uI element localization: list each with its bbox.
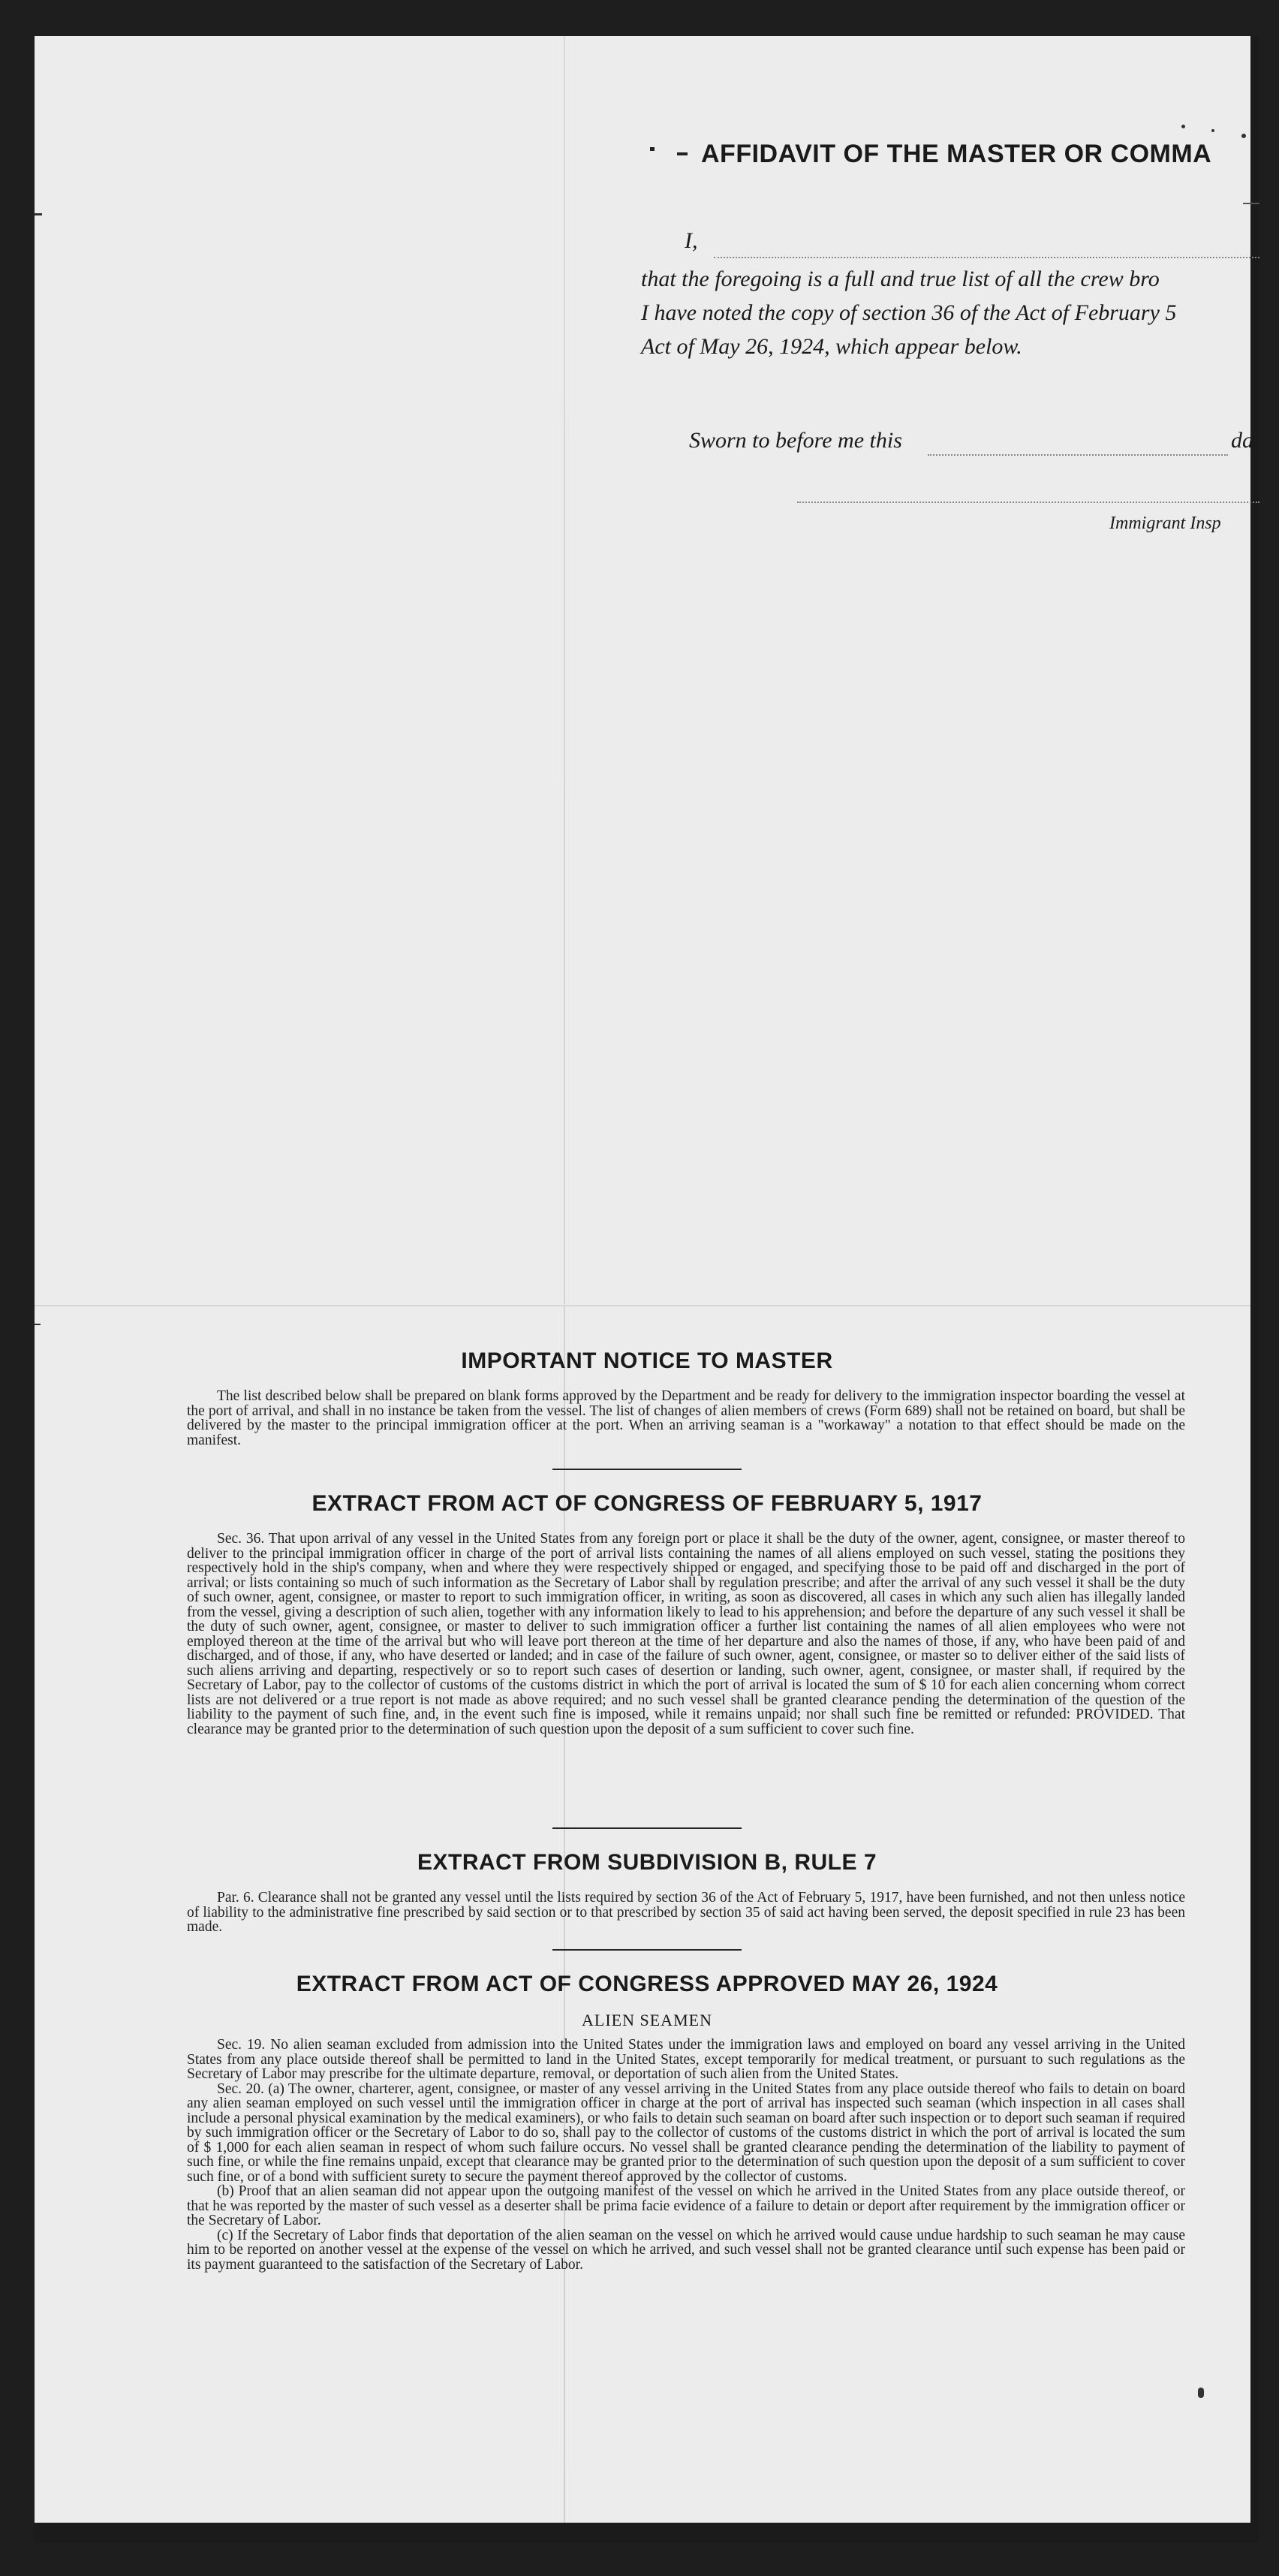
title-rule bbox=[1243, 203, 1259, 204]
affidavit-i: I, bbox=[685, 228, 698, 253]
sworn-text: Sworn to before me this bbox=[689, 428, 902, 453]
scan-mark bbox=[35, 213, 42, 215]
ink-mark bbox=[677, 152, 688, 155]
affidavit-title: AFFIDAVIT OF THE MASTER OR COMMA bbox=[701, 140, 1212, 168]
inspector-label: Immigrant Insp bbox=[1109, 514, 1221, 533]
section-19-paragraph: Sec. 19. No alien seaman excluded from admission into the United States under the immigration laws and employed on board any vessel arriving in the United States from any place outside thereof shall be permitted to land in the United States, except temporarily for medical treatment, or pursuant to such regulations as the Secretary of Labor may prescribe for the ultimate departure, removal, or deportation of such alien from the United States. bbox=[187, 2037, 1185, 2082]
extract-1917-text: Sec. 36. That upon arrival of any vessel in the United States from any foreign port or place it shall be the duty of the owner, agent, consignee, or master thereof to deliver to the principal immigration officer in charge of the port of arrival lists containing the names of all aliens employed on such vessel, stating the positions they respectively hold in the ship's company, when and where they were respectively shipped or engaged, and specifying those to be paid off and discharged in the port of arrival; or lists containing so much of such information as the Secretary of Labor shall by regulation prescribe; and after the arrival of any such vessel it shall be the duty of such owner, agent, consignee, or master to report to such immigration officer, in writing, as soon as discovered, all cases in which any such alien has illegally landed from the vessel, giving a description of such alien, together with any information likely to lead to his apprehension; and before the departure of any such vessel it shall be the duty of such owner, agent, consignee, or master to deliver to such immigration officer a further list containing the names of all alien employees who were not employed thereon at the time of the arrival but who will leave port thereon at the time of her departure and also the names of those, if any, who have been paid of and discharged, and of those, if any, who have deserted or landed; and in case of the failure of such owner, agent, consignee, or master so to deliver either of the said lists of such aliens arriving and departing, respectively or so to report such cases of desertion or landing, such owner, agent, consignee, or master shall, if required by the Secretary of Labor, pay to the collector of customs of the customs district in which the port of arrival is located the sum of $ 10 for each alien concerning whom correct lists are not delivered or a true report is not made as above required; and no such vessel shall be granted clearance pending the determination of the question of the liability to the payment of such fine, and, in the event such fine is imposed, while it remains unpaid; nor shall such fine be remitted or refunded: PROVIDED. That clearance may be granted prior to the determination of such question upon the deposit of a sum sufficient to cover such fine. bbox=[187, 1531, 1185, 1737]
date-blank-line bbox=[928, 454, 1228, 456]
scan-edge-right bbox=[1250, 36, 1259, 2542]
fold-crease-horizontal bbox=[35, 1305, 1259, 1306]
scan-edge-bottom bbox=[35, 2523, 1259, 2542]
rule7-heading: EXTRACT FROM SUBDIVISION B, RULE 7 bbox=[417, 1850, 877, 1875]
document-page bbox=[35, 36, 1259, 2542]
signature-line bbox=[797, 502, 1259, 503]
alien-seamen-subheading: ALIEN SEAMEN bbox=[582, 2011, 712, 2029]
scan-mark bbox=[1198, 2388, 1204, 2398]
section-20b-paragraph: (b) Proof that an alien seaman did not appear upon the outgoing manifest of the vessel on which he arrived in the United States from any place outside thereof, or that he was reported by the master of such vessel as a deserter shall be prima facie evidence of a failure to detain or deport after requirement by the immigration officer or the Secretary of Labor. bbox=[187, 2183, 1185, 2228]
affidavit-line-2: I have noted the copy of section 36 of the Act of February 5 bbox=[641, 300, 1177, 325]
extract-1917-heading: EXTRACT FROM ACT OF CONGRESS OF FEBRUARY 5, 1917 bbox=[311, 1491, 983, 1516]
ink-mark bbox=[650, 147, 655, 151]
section-separator bbox=[552, 1469, 742, 1470]
scan-mark bbox=[35, 1324, 41, 1325]
notice-heading: IMPORTANT NOTICE TO MASTER bbox=[461, 1348, 833, 1373]
section-20a-paragraph: Sec. 20. (a) The owner, charterer, agent, consignee, or master of any vessel arriving in the United States from any place outside thereof who fails to detain on board any alien seaman employed on such vessel until the immigration officer in charge at the port of arrival has inspected such seaman (which inspection in all cases shall include a personal physical examination by the medical examiners), or who fails to detain such seaman on board after such inspection or to deport such seaman if required by such immigration officer or the Secretary of Labor to do so, shall pay to the collector of customs of the customs district in which the port of arrival is located the sum of $ 1,000 for each alien seaman in respect of whom such failure occurs. No vessel shall be granted clearance pending the determination of the liability to payment of such fine, or while the fine remains unpaid, except that clearance may be granted prior to the determination of such question upon the deposit of a sum sufficient to cover such fine, or of a bond with sufficient surety to secure the payment thereof approved by the collector of customs. bbox=[187, 2080, 1185, 2185]
scan-mark bbox=[1211, 129, 1214, 132]
section-separator bbox=[552, 1949, 742, 1951]
rule7-text: Par. 6. Clearance shall not be granted any vessel until the lists required by section 36 of the Act of February 5, 1917, have been furnished, and not then unless notice of liability to the administrative fine prescribed by said section or to that prescribed by section 35 of said act having been served, the deposit specified in rule 23 has been made. bbox=[187, 1890, 1185, 1935]
day-fragment: da bbox=[1231, 428, 1253, 453]
section-separator bbox=[552, 1827, 742, 1829]
notice-text: The list described below shall be prepared on blank forms approved by the Department and be ready for delivery to the immigration inspector boarding the vessel at the port of arrival, and shall in no instance be taken from the vessel. The list of changes of alien members of crews (Form 689) shall not be retained on board, but shall be delivered by the master to the principal immigration officer at the port. When an arriving seaman is a "workaway" a notation to that effect should be made on the manifest. bbox=[187, 1388, 1185, 1448]
scan-mark bbox=[1241, 134, 1246, 138]
name-blank-line bbox=[714, 257, 1259, 258]
scan-mark bbox=[1181, 125, 1185, 128]
affidavit-line-1: that the foregoing is a full and true list of all the crew bro bbox=[641, 267, 1160, 291]
affidavit-line-3: Act of May 26, 1924, which appear below. bbox=[641, 334, 1022, 359]
extract-1924-heading: EXTRACT FROM ACT OF CONGRESS APPROVED MAY 26, 1924 bbox=[296, 1972, 998, 1996]
section-20c-paragraph: (c) If the Secretary of Labor finds that deportation of the alien seaman on the vessel on which he arrived would cause undue hardship to such seaman he may cause him to be reported on another vessel at the expense of the vessel on which he arrived, and such vessel shall not be granted clearance until such expense has been paid or its payment guaranteed to the satisfaction of the Secretary of Labor. bbox=[187, 2227, 1185, 2273]
extract-1924-text bbox=[187, 2038, 1185, 2272]
